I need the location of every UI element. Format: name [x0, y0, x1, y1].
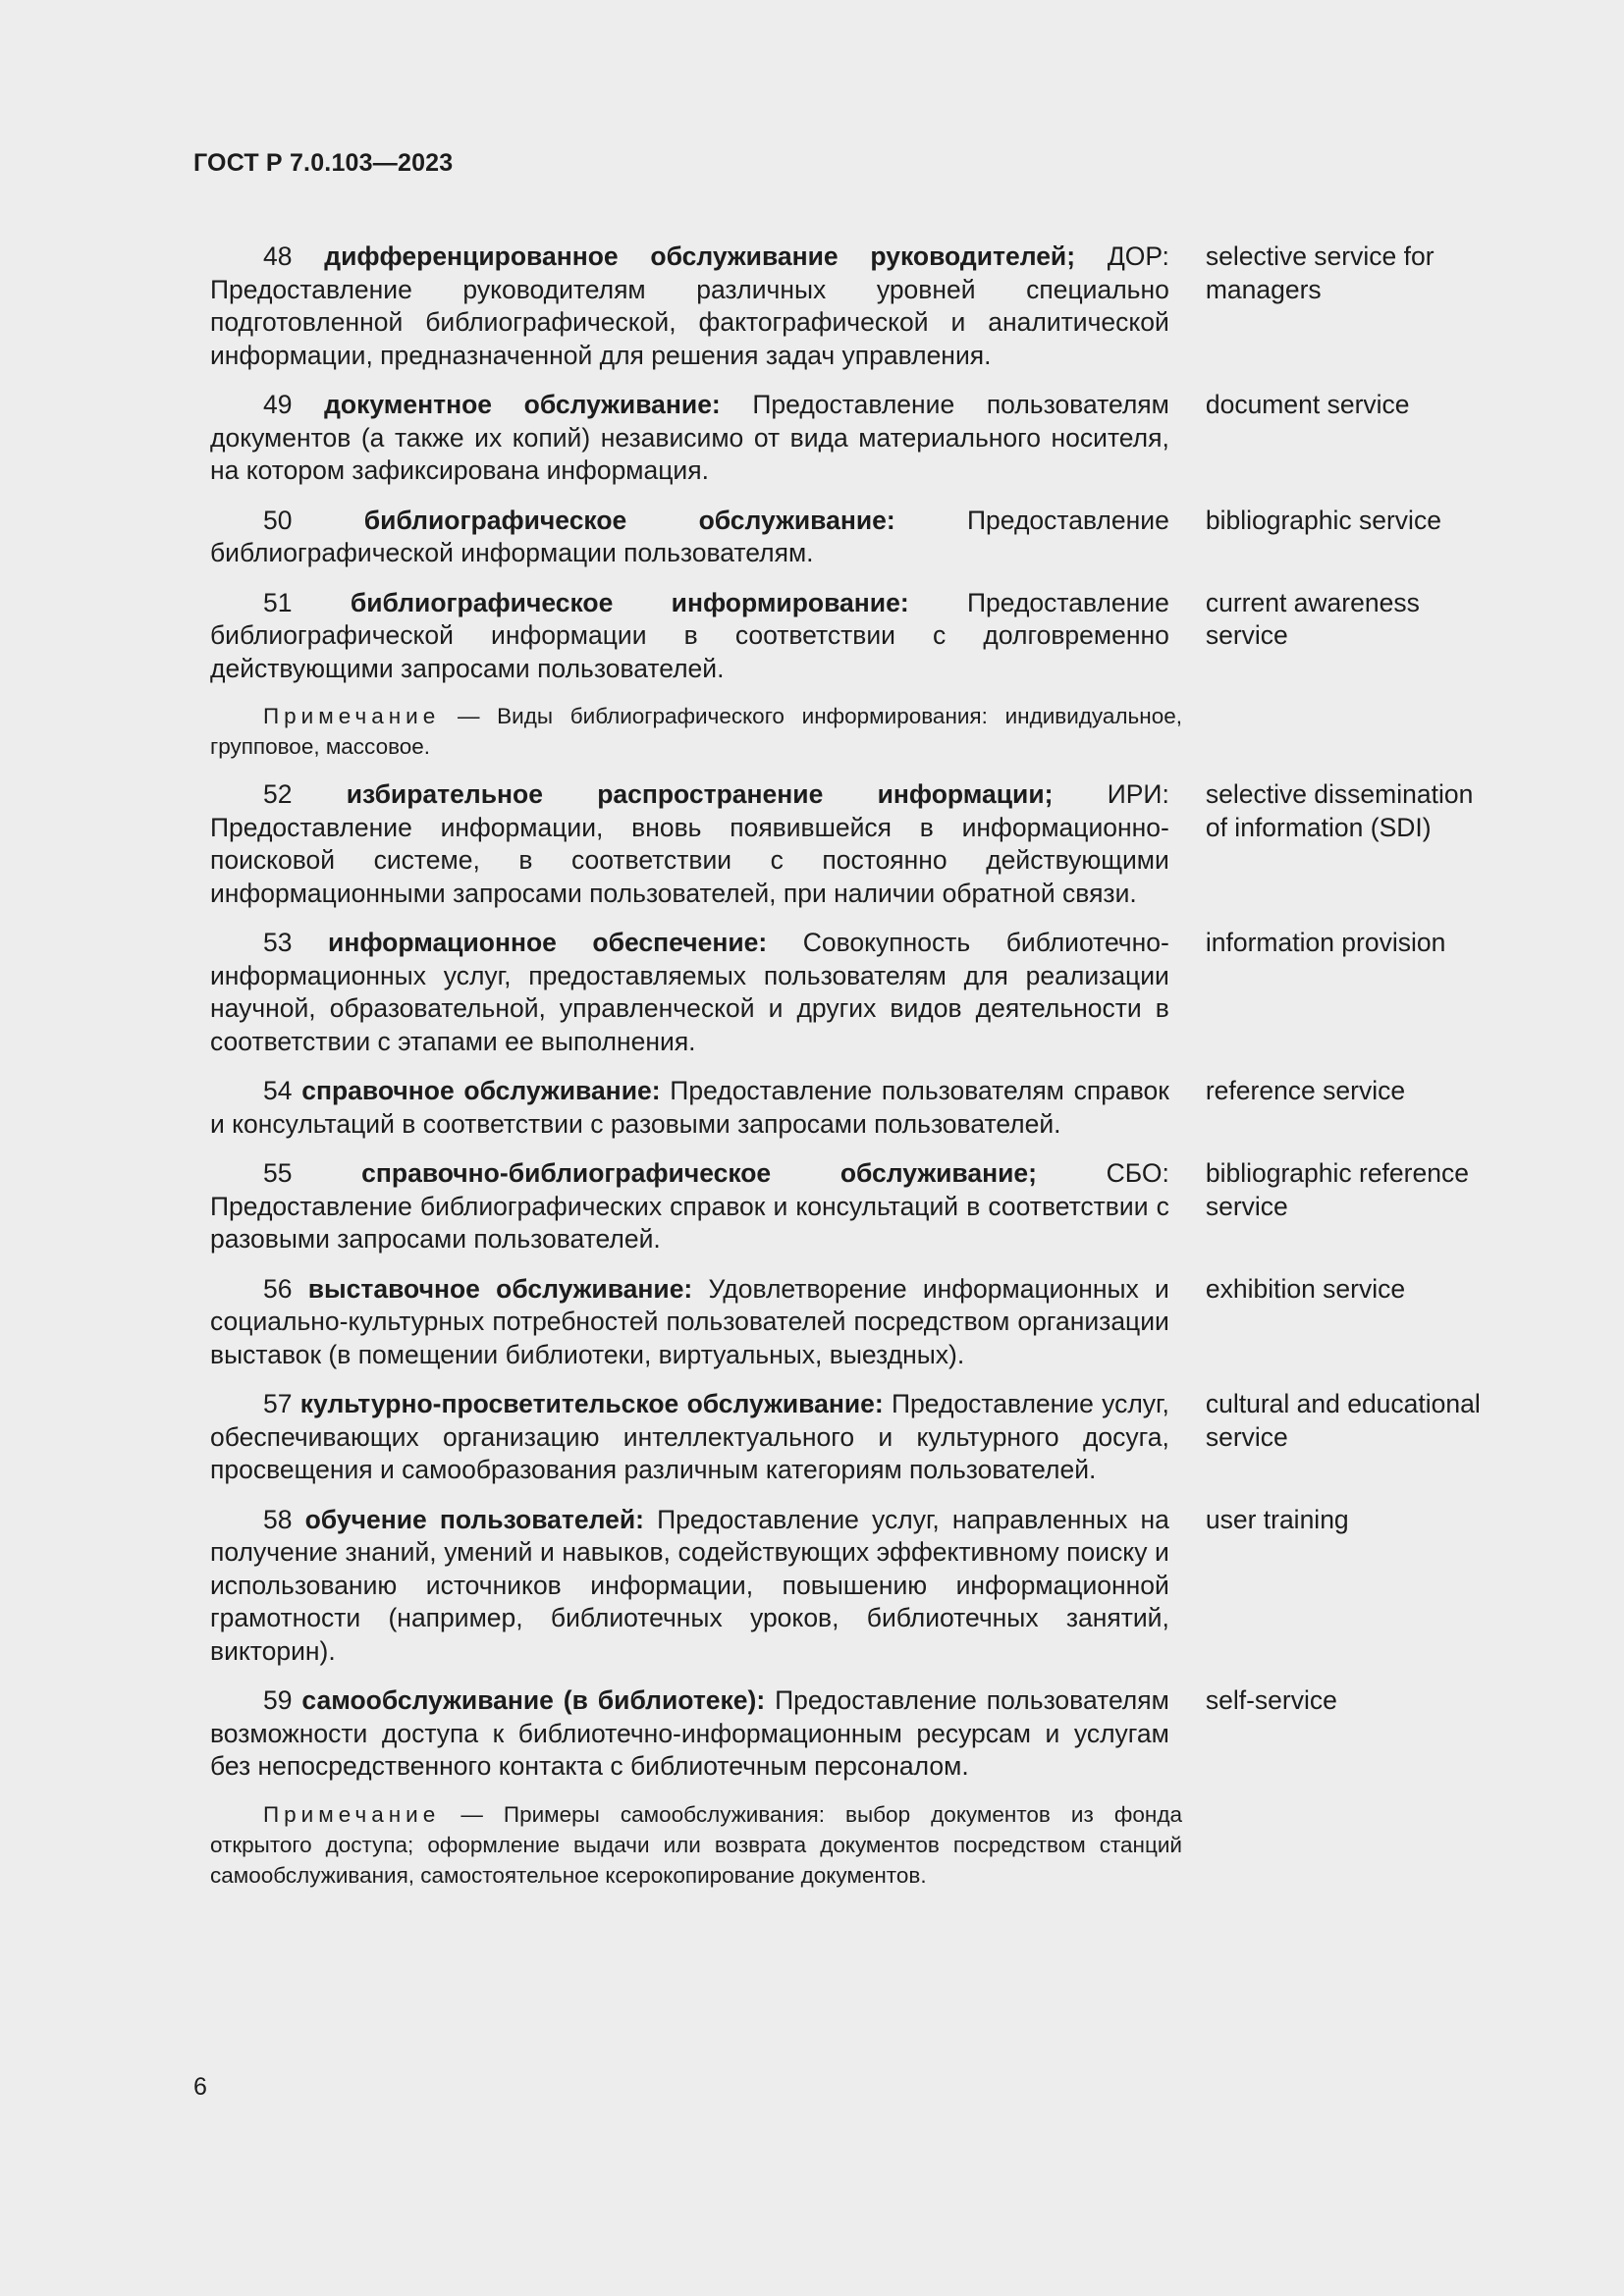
term-number: 55 — [263, 1158, 293, 1188]
term-definition — [210, 1273, 1169, 1372]
english-equivalent: document service — [1205, 390, 1410, 419]
note-text: — Примеры самообслуживания: выбор документов из фонда открытого доступа; оформление выдачи или возврата документов посредством станций самообслуживания, самостоятельное ксерокопирование документов. — [210, 1801, 1182, 1888]
term-entry-56 — [210, 1273, 1487, 1372]
term-number: 59 — [263, 1685, 293, 1715]
term-name: справочно-библиографическое обслуживание; — [361, 1158, 1037, 1188]
term-definition — [210, 1157, 1169, 1256]
english-equivalent: self-service — [1205, 1685, 1337, 1715]
english-equivalent: cultural and educational service — [1205, 1389, 1481, 1452]
term-definition — [210, 1684, 1169, 1784]
english-equivalent: selective dissemination of information (SDI) — [1205, 779, 1474, 842]
note-59 — [210, 1799, 1182, 1891]
term-entry-49 — [210, 389, 1487, 488]
term-definition-text: Предоставление пользователям документов (а также их копий) независимо от вида материального носителя, на котором зафиксирована информация. — [210, 390, 1169, 485]
term-definition-text: Предоставление библиографической информации пользователям. — [210, 505, 1169, 567]
term-name: избирательное распространение информации; — [346, 779, 1054, 809]
term-definition-text: Удовлетворение информационных и социально-культурных потребностей пользователей посредством организации выставок (в помещении библиотеки, виртуальных, выездных). — [210, 1273, 1169, 1369]
term-definition — [210, 778, 1169, 910]
term-entry-51 — [210, 587, 1487, 686]
note-label: Примечание — [263, 1801, 441, 1827]
term-name: обучение пользователей: — [304, 1504, 644, 1534]
term-definition-text: ИРИ: Предоставление информации, вновь появившейся в информационно-поисковой системе, в соответствии с постоянно действующими информационными запросами пользователей, при наличии обратной связи. — [210, 779, 1169, 908]
term-definition — [210, 927, 1169, 1058]
term-name: документное обслуживание: — [324, 390, 721, 419]
term-name: информационное обеспечение: — [328, 928, 768, 957]
term-name: самообслуживание (в библиотеке): — [301, 1685, 766, 1715]
term-name: дифференцированное обслуживание руководителей; — [324, 241, 1076, 271]
term-number: 50 — [263, 505, 293, 535]
term-entry-54 — [210, 1075, 1487, 1141]
term-entry-57 — [210, 1388, 1487, 1487]
term-definition-text: Предоставление библиографической информации в соответствии с долговременно действующими запросами пользователей. — [210, 587, 1169, 683]
term-number: 51 — [263, 587, 293, 617]
page-number: 6 — [193, 2073, 207, 2101]
term-number: 56 — [263, 1273, 293, 1304]
english-equivalent: user training — [1205, 1504, 1349, 1534]
english-equivalent: bibliographic reference service — [1205, 1158, 1469, 1221]
english-equivalent: selective service for managers — [1205, 241, 1435, 304]
term-definition-text: Предоставление услуг, обеспечивающих организацию интеллектуального и культурного досуга, просвещения и самообразования различным категориям пользователей. — [210, 1389, 1169, 1484]
english-equivalent: bibliographic service — [1205, 505, 1441, 535]
term-entry-50 — [210, 505, 1487, 570]
english-equivalent: exhibition service — [1205, 1273, 1406, 1304]
note-text: — Виды библиографического информирования: индивидуальное, групповое, массовое. — [210, 704, 1182, 759]
note-label: Примечание — [263, 704, 441, 728]
term-definition-text: Совокупность библиотечно-информационных услуг, предоставляемых пользователям для реализации научной, образовательной, управленческой и других видов деятельности в соответствии с этапами ее выполнения. — [210, 928, 1169, 1056]
note-51 — [210, 701, 1182, 762]
english-equivalent: current awareness service — [1205, 587, 1420, 650]
term-definition — [210, 240, 1169, 372]
english-equivalent: reference service — [1205, 1076, 1406, 1105]
term-number: 57 — [263, 1389, 293, 1418]
term-definition — [210, 587, 1169, 686]
terms-list — [210, 240, 1487, 1907]
term-definition-text: СБО: Предоставление библиографических справок и консультаций в соответствии с разовыми запросами пользователей. — [210, 1158, 1169, 1254]
term-number: 49 — [263, 390, 293, 419]
term-definition — [210, 1504, 1169, 1669]
term-entry-52 — [210, 778, 1487, 910]
term-definition — [210, 1388, 1169, 1487]
term-definition — [210, 505, 1169, 570]
term-number: 53 — [263, 928, 293, 957]
term-entry-55 — [210, 1157, 1487, 1256]
term-definition-text: Предоставление пользователям возможности доступа к библиотечно-информационным ресурсам и услугам без непосредственного контакта с библиотечным персоналом. — [210, 1685, 1169, 1781]
term-number: 54 — [263, 1076, 293, 1105]
term-name: библиографическое информирование: — [350, 587, 909, 617]
term-number: 58 — [263, 1504, 293, 1534]
term-definition — [210, 389, 1169, 488]
term-definition — [210, 1075, 1169, 1141]
term-entry-58 — [210, 1504, 1487, 1669]
term-definition-text: Предоставление услуг, направленных на получение знаний, умений и навыков, содействующих эффективному поиску и использованию источников информации, повышению информационной грамотности (например, библиотечных уроков, библиотечных занятий, викторин). — [210, 1504, 1169, 1666]
term-name: выставочное обслуживание: — [307, 1273, 693, 1304]
term-name: справочное обслуживание: — [301, 1076, 661, 1105]
term-entry-53 — [210, 927, 1487, 1058]
english-equivalent: information provision — [1205, 928, 1446, 957]
term-definition-text: Предоставление пользователям справок и консультаций в соответствии с разовыми запросами пользователей. — [210, 1076, 1169, 1139]
term-name: библиографическое обслуживание: — [363, 505, 895, 535]
term-entry-59 — [210, 1684, 1487, 1784]
term-name: культурно-просветительское обслуживание: — [299, 1389, 884, 1418]
term-entry-48 — [210, 240, 1487, 372]
term-definition-text: ДОР: Предоставление руководителям различных уровней специально подготовленной библиографической, фактографической и аналитической информации, предназначенной для решения задач управления. — [210, 241, 1169, 370]
term-number: 48 — [263, 241, 293, 271]
term-number: 52 — [263, 779, 293, 809]
document-header: ГОСТ Р 7.0.103—2023 — [193, 149, 454, 177]
